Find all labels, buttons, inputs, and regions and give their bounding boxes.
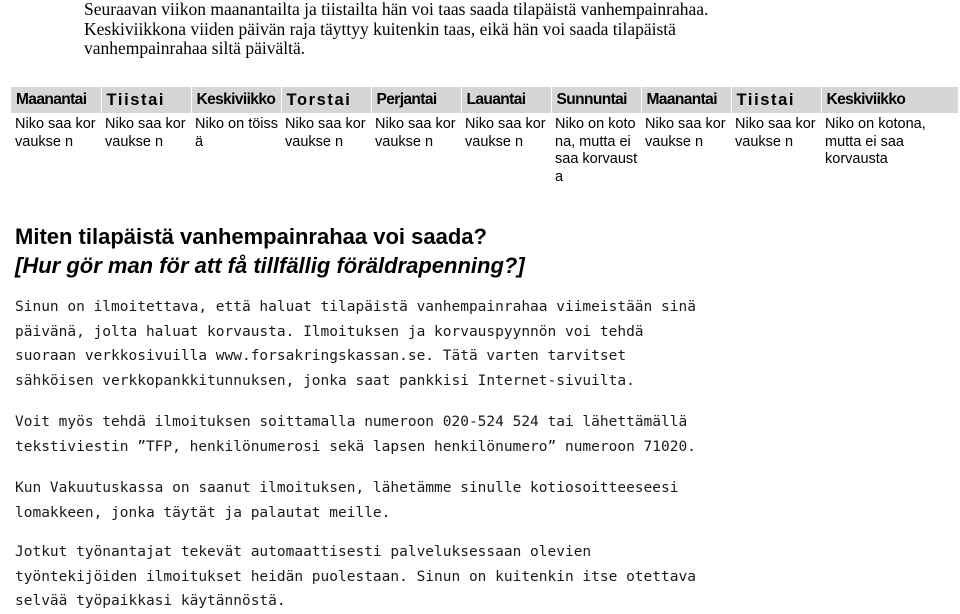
table-cell: Niko saa korvaukse n bbox=[375, 116, 456, 150]
column-header: Torstai bbox=[281, 87, 371, 113]
text-line: suoraan verkkosivuilla www.forsakringskassan.se. Tätä varten tarvitset bbox=[15, 348, 627, 364]
text-line: lomakkeen, jonka täytät ja palautat meille. bbox=[15, 504, 391, 521]
table-cell: Niko on kotona, mutta ei saa korvausta bbox=[555, 116, 638, 185]
text-line: työntekijöiden ilmoitukset heidän puolestaan. Sinun on kuitenkin itse otettava bbox=[15, 568, 696, 585]
column-header: Tiistai bbox=[101, 87, 191, 113]
column-header: Tiistai bbox=[731, 87, 821, 113]
intro-line: Keskiviikkona viiden päivän raja täyttyy kuitenkin taas, eikä hän voi saada tilapäistä bbox=[84, 18, 676, 39]
text-line: päivänä, jolta haluat korvausta. Ilmoituksen ja korvauspyynnön voi tehdä bbox=[15, 323, 644, 340]
text-line: sähköisen verkkopankkitunnuksen, jonka saat pankkisi Internet-sivuilta. bbox=[15, 372, 635, 389]
text-line: Jotkut työnantajat tekevät automaattisesti palveluksessaan olevien bbox=[15, 544, 592, 560]
table-cell: Niko saa korvaukse n bbox=[15, 116, 96, 150]
text-line: tekstiviestin ”TFP, henkilönumerosi sekä lapsen henkilönumero” numeroon 71020. bbox=[15, 438, 696, 455]
column-header: Maanantai bbox=[641, 87, 731, 113]
column-header: Perjantai bbox=[371, 87, 461, 113]
body-paragraph bbox=[15, 410, 945, 459]
body-paragraph bbox=[15, 295, 945, 393]
column-header: Lauantai bbox=[461, 87, 551, 113]
heading-swedish: [Hur gör man för att få tillfällig föräldrapenning?] bbox=[15, 253, 525, 278]
table-cell: Niko saa korvaukse n bbox=[105, 116, 186, 150]
table-cell: Niko saa korvaukse n bbox=[735, 116, 816, 150]
intro-line: vanhempainrahaa siltä päivältä. bbox=[84, 38, 306, 58]
body-paragraph bbox=[15, 476, 945, 525]
table-cell: Niko saa korvaukse n bbox=[645, 116, 726, 150]
column-header: Keskiviikko bbox=[821, 87, 958, 113]
table-row bbox=[11, 113, 958, 202]
weekday-schedule-table bbox=[11, 87, 959, 202]
intro-line: Seuraavan viikon maanantailta ja tiistailta hän voi taas saada tilapäistä vanhempainrahaa. bbox=[84, 0, 709, 19]
text-line: selvää työpaikkasi käytännöstä. bbox=[15, 593, 286, 609]
intro-paragraph bbox=[84, 0, 944, 59]
column-header: Sunnuntai bbox=[551, 87, 641, 113]
table-cell: Niko on töissä bbox=[195, 116, 279, 150]
text-line: Sinun on ilmoitettava, että haluat tilapäistä vanhempainrahaa viimeistään sinä bbox=[15, 299, 696, 315]
column-header: Maanantai bbox=[11, 87, 101, 113]
text-line: Kun Vakuutuskassa on saanut ilmoituksen, lähetämme sinulle kotiosoitteeseesi bbox=[15, 480, 679, 496]
table-header-row bbox=[11, 87, 958, 113]
column-header: Keskiviikko bbox=[191, 87, 281, 113]
table-cell: Niko saa korvaukse n bbox=[465, 116, 546, 150]
text-line: Voit myös tehdä ilmoituksen soittamalla numeroon 020-524 524 tai lähettämällä bbox=[15, 414, 688, 430]
table-cell: Niko on kotona, mutta ei saa korvausta bbox=[825, 116, 926, 167]
body-paragraph bbox=[15, 540, 945, 614]
heading-finnish: Miten tilapäistä vanhempainrahaa voi saada? bbox=[15, 224, 487, 249]
table-cell: Niko saa korvaukse n bbox=[285, 116, 366, 150]
section-heading bbox=[15, 222, 945, 280]
